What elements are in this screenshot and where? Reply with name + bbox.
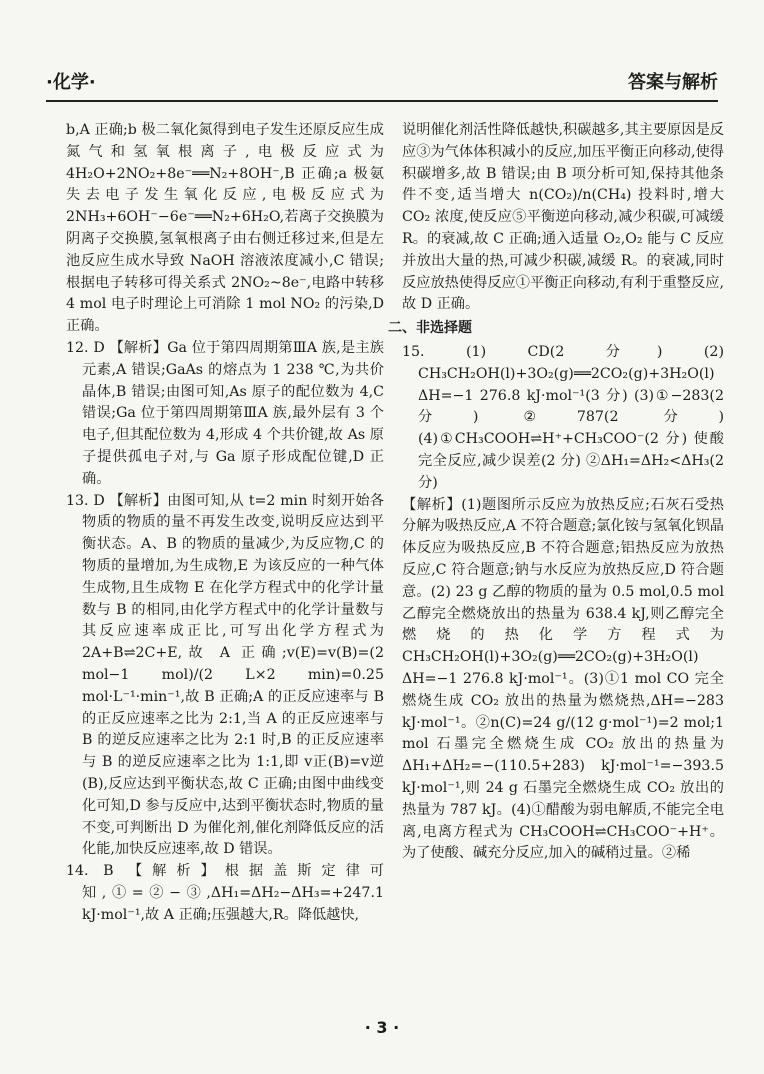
paragraph: 说明催化剂活性降低越快,积碳越多,其主要原因是反应③为气体体积减小的反应,加压平衡正向移动,使得积碳增多,故 B 错误;由 B 项分析可知,保持其他条件不变,适当增大 n(CO₂)/n(CH₄) 投料时,增大 CO₂ 浓度,使反应⑤平衡逆向移动,减少积碳,可减缓 R。的衰减,故 C 正确;通入适量 O₂,O₂ 能与 C 反应并放出大量的热,可减少积碳,减缓 R。的衰减,同时反应放热使得反应①平衡正向移动,有利于重整反应,故 D 正确。 [402, 122, 724, 313]
section-label: 答案与解析 [628, 72, 718, 93]
section-title: 二、非选择题 [388, 320, 472, 337]
left-column [66, 120, 384, 926]
answer-item-13: 13. D 【解析】由图可知,从 t=2 min 时刻开始各物质的物质的量不再发生改变,说明反应达到平衡状态。A、B 的物质的量减少,为反应物,C 的物质的量增加,为生成物,E 为该反应的一种气体生成物,且生成物 E 在化学方程式中的化学计量数与 B 的相同,由化学方程式中的化学计量数与其反应速率成正比,可写出化学方程式为 2A+B⇌2C+E,故 A 正确;v(E)=v(B)=(2 mol−1 mol)/(2 L×2 min)=0.25 mol·L⁻¹·min⁻¹,故 B 正确;A 的正反应速率与 B 的正反应速率之比为 2:1,当 A 的正反应速率与 B 的逆反应速率之比为 2:1 时,B 的正反应速率与 B 的逆反应速率之比为 1:1,即 v正(B)=v逆(B),反应达到平衡状态,故 C 正确;由图中曲线变化可知,D 参与反应中,达到平衡状态时,物质的量不变,可判断出 D 为催化剂,催化剂降低反应的活化能,加快反应速率,故 D 错误。 [66, 492, 384, 858]
paragraph: b,A 正确;b 极二氧化氮得到电子发生还原反应生成氮气和氢氧根离子,电极反应式为 4H₂O+2NO₂+8e⁻══N₂+8OH⁻,B 正确;a 极氨失去电子发生氧化反应,电极反应式为 2NH₃+6OH⁻−6e⁻══N₂+6H₂O,若离子交换膜为阴离子交换膜,氢氧根离子由右侧迁移过来,但是左池反应生成水导致 NaOH 溶液浓度减小,C 错误;根据电子转移可得关系式 2NO₂~8e⁻,电路中转移 4 mol 电子时理论上可消除 1 mol NO₂ 的污染,D 正确。 [66, 122, 384, 335]
subject-label: ·化学· [46, 72, 96, 93]
answer-item-15: 15. (1) CD(2 分) (2) CH₃CH₂OH(l)+3O₂(g)══2CO₂(g)+3H₂O(l) ΔH=−1 276.8 kJ·mol⁻¹(3 分) (3)①−283(2 分) ②787(2 分) (4)①CH₃COOH⇌H⁺+CH₃COO⁻(2 分) 使酸完全反应,减少误差(2 分) ②ΔH₁=ΔH₂<ΔH₃(2 分) [402, 343, 724, 491]
right-column [388, 120, 724, 865]
analysis-paragraph: 【解析】(1)题图所示反应为放热反应;石灰石受热分解为吸热反应,A 不符合题意;氯化铵与氢氧化钡晶体反应为吸热反应,B 不符合题意;铝热反应为放热反应,C 符合题意;钠与水反应为放热反应,D 符合题意。(2) 23 g 乙醇的物质的量为 0.5 mol,0.5 mol 乙醇完全燃烧放出的热量为 638.4 kJ,则乙醇完全燃烧的热化学方程式为 CH₃CH₂OH(l)+3O₂(g)══2CO₂(g)+3H₂O(l) ΔH=−1 276.8 kJ·mol⁻¹。(3)①1 mol CO 完全燃烧生成 CO₂ 放出的热量为燃烧热,ΔH=−283 kJ·mol⁻¹。②n(C)=24 g/(12 g·mol⁻¹)=2 mol;1 mol 石墨完全燃烧生成 CO₂ 放出的热量为 ΔH₁+ΔH₂=−(110.5+283) kJ·mol⁻¹=−393.5 kJ·mol⁻¹,则 24 g 石墨完全燃烧生成 CO₂ 放出的热量为 787 kJ。(4)①醋酸为弱电解质,不能完全电离,电离方程式为 CH₃COOH⇌CH₃COO⁻+H⁺。为了使酸、碱充分反应,加入的碱稍过量。②稀 [402, 496, 724, 862]
page-header [46, 64, 718, 94]
answer-item-14: 14. B 【解析】根据盖斯定律可知,①=②−③,ΔH₁=ΔH₂−ΔH₃=+247.1 kJ·mol⁻¹,故 A 正确;压强越大,R。降低越快, [66, 863, 384, 923]
page-number: · 3 · [364, 1018, 400, 1037]
answer-item-12: 12. D 【解析】Ga 位于第四周期第ⅢA 族,是主族元素,A 错误;GaAs 的熔点为 1 238 ℃,为共价晶体,B 错误;由图可知,As 原子的配位数为 4,C 错误;Ga 位于第四周期第ⅢA 族,最外层有 3 个电子,但其配位数为 4,形成 4 个共价键,故 As 原子提供孤电子对,与 Ga 原子形成配位键,D 正确。 [66, 339, 384, 487]
header-rule [46, 100, 718, 102]
